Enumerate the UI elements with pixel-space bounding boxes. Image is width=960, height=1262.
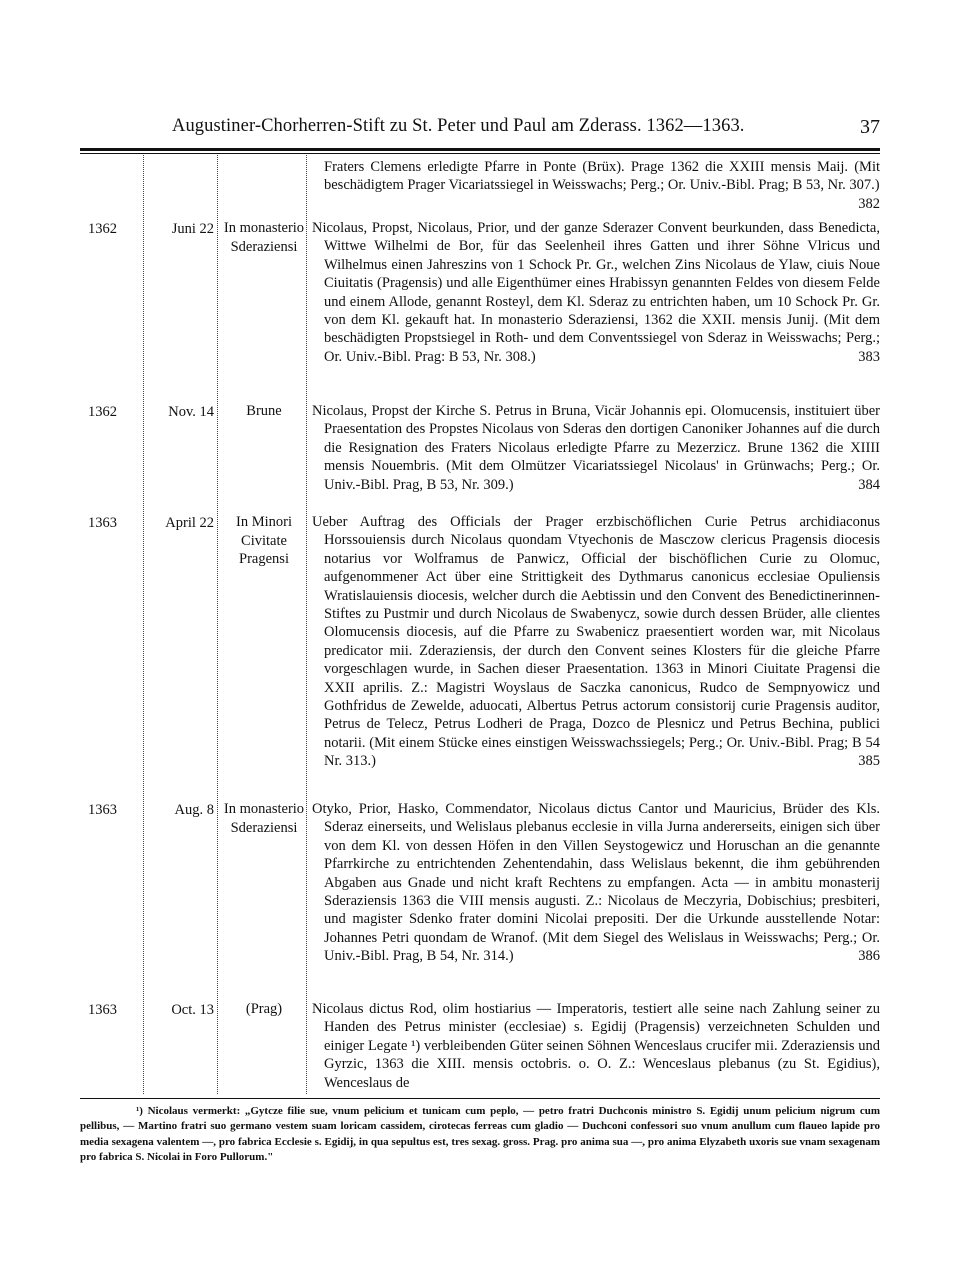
entry-year: 1362 <box>88 404 117 420</box>
entry-number: 384 <box>858 476 880 493</box>
entry-date: Juni 22 <box>171 221 214 237</box>
footnote-rule <box>80 1098 880 1099</box>
footnote: ¹) Nicolaus vermerkt: „Gytcze filie sue, vnum pelicium et tunicam cum peplo, — petro fratri Duchconis ministro S. Egidij unum pelicium nigrum cum pellibus, — Martino fratri suo germano vestem suam loricam cassidem, cirotecas ferreas cum gladio — Duchconi confessori suo vnum anullum cum flaueo lapide pro media sexagena valentem —, pro fabrica Ecclesie s. Egidij, in qua sepultus est, tres sexag. gross. Prag. pro anima sua —, pro anima Elyzabeth uxoris sue vnam sexagenam pro fabrica S. Nicolai in Foro Pullorum." <box>80 1105 880 1164</box>
entry-date: Nov. 14 <box>168 404 214 420</box>
entry-place: In monasterio Sderaziensi <box>223 801 305 836</box>
entry-text: Fraters Clemens erledigte Pfarre in Ponte (Brüx). Prage 1362 die XXIII mensis Maij. (Mit beschädigtem Prager Vicariatssiegel in Weisswachs; Perg.; Or. Univ.-Bibl. Prag; B 53, Nr. 307.) 382 <box>324 159 880 212</box>
entry-place: In Minori Civitate Pragensi <box>236 514 292 567</box>
entry-place: (Prag) <box>245 1001 283 1017</box>
entry-text: Otyko, Prior, Hasko, Commendator, Nicolaus dictus Cantor und Mauricius, Brüder des Kls. Sderaz einerseits, und Welislaus plebanus ecclesie in villa Jurna andererseits, einigen sich über von dem Kl. von dessen Höfen in den Villen Seystogewicz und Horuschan an die genannte Pfarrkirche zu entrichtenden Zehentendahin, dass Welislaus bekennt, die ihm gebührenden Abgaben aus Gnade und nicht kraft Rechtens zu empfangen. Acta — in ambitu monasterij Sderaziensis 1363 die VIII mensis augusti. Z.: Nicolaus de Meczyria, Dobischius; presbiteri, und magister Sdenko frater domini Nicolai prepositi. Der die Urkunde ausstellende Notar: Johannes Petri quondam de Wranof. (Mit dem Siegel des Welislaus in Weisswachs; Perg.; Or. Univ.-Bibl. Prag, B 54, Nr. 314.) 386 <box>312 801 880 965</box>
header-rule-thin <box>80 153 880 154</box>
entry-number: 382 <box>858 195 880 212</box>
entry-text: Nicolaus, Propst der Kirche S. Petrus in Bruna, Vicär Johannis epi. Olomucensis, instituiert über Praesentation des Propstes Nicolaus von Sderas den dortigen Canoniker Johannes auf die durch die Resignation des Fraters Nicolaus erledigte Pfarre zu Mezerzicz. Brune 1362 die XIIII mensis Nouembris. (Mit dem Olmützer Vicariatssiegel Nicolaus' in Grünwachs; Perg.; Or. Univ.-Bibl. Prag, B 53, Nr. 309.) 384 <box>312 403 880 493</box>
entry-year: 1363 <box>88 802 117 818</box>
entry-date: Aug. 8 <box>174 802 214 818</box>
entry-text: Nicolaus dictus Rod, olim hostiarius — Imperatoris, testiert alle seine nach Zahlung seiner zu Handen des Petrus minister (ecclesiae) s. Egidij (Pragensis) verzeichneten Schulden und einiger Legate ¹) verbleibenden Güter seinen Söhnen Wenceslaus crucifer mii. Zderaziensis und Gyrzic, 1363 die XIII. mensis octobris. o. O. Z.: Wenceslaus plebanus (zu St. Egidius), Wenceslaus de <box>312 1001 880 1091</box>
entry-date: April 22 <box>165 515 214 531</box>
running-header <box>80 116 880 144</box>
entry-number: 383 <box>858 348 880 365</box>
entry-year: 1362 <box>88 221 117 237</box>
column-divider <box>143 155 144 1094</box>
page-number: 37 <box>860 116 880 138</box>
entry-year: 1363 <box>88 1002 117 1018</box>
entry-place: In monasterio Sderaziensi <box>223 220 305 255</box>
column-divider <box>217 155 218 1094</box>
running-title: Augustiner-Chorherren-Stift zu St. Peter und Paul am Zderass. 1362—1363. <box>172 116 745 136</box>
entry-number: 386 <box>858 948 880 965</box>
entry-text: Nicolaus, Propst, Nicolaus, Prior, und der ganze Sderazer Convent beurkunden, dass Benedicta, Wittwe Wilhelmi de Bor, für das Seelenheil ihres Gatten und ihrer Söhne Vlricus und Wilhelmus einen Jahreszins von 1 Schock Pr. Gr., welchen Zins Nicolaus de Ylaw, ciuis Noue Ciuitatis (Pragensis) und alle Eigenthümer eines Hrabissyn genannten Feldes von diesem Felde und einem Allode, genannt Rosteyl, dem Kl. Sderaz zu entrichten haben, um 10 Schock Pr. Gr. von dem Kl. gekauft hat. In monasterio Sderaziensi, 1362 die XXII. mensis Junij. (Mit dem beschädigten Propstsiegel in Roth- und dem Conventssiegel von Sderaz in Weisswachs; Perg.; Or. Univ.-Bibl. Prag: B 53, Nr. 308.) 383 <box>312 220 880 365</box>
entry-text: Ueber Auftrag des Officials der Prager erzbischöflichen Curie Petrus archidiaconus Horssouiensis durch Nicolaus quondam Vtyechonis de Masczow clericus Pragensis diocesis notarius vor Wolframus de Panwicz, Official der bischöflichen Curie zu Olomuc, aufgenommener Act über eine Strittigkeit des Dythmarus canonicus ecclesiae Opuliensis Wratislauiensis diocesis, welcher durch die Aebtissin und den Convent des Benedictinerinnen-Stiftes zu Pustmir und durch Nicolaus de Swabenycz, sowie durch dessen Brüder, alle clientes Olomucensis diocesis, auf die Pfarre zu Swabenicz praesentiert worden war, mit Nicolaus predicator mii. Zderaziensis, der durch den Convent seines Klosters für die gleiche Pfarre vorgeschlagen wurde, in Sachen dieser Praesentation. 1363 in Minori Ciuitate Pragensi die XXII aprilis. Z.: Magistri Woyslaus de Saczka canonicus, Rudco de Sempnyowicz und Gothfridus de Zewelde, aduocati, Albertus Petrus actorum consistorij curie Pragensis auditor, Petrus de Telecz, Petrus Lodheri de Praga, Dozco de Plesnicz und Petrus Bechina, publici notarii. (Mit einem Stücke eines einstigen Weisswachssiegels; Perg.; Or. Univ.-Bibl. Prag; B 54 Nr. 313.) 385 <box>312 514 880 770</box>
entry-place: Brune <box>246 403 282 419</box>
entry-date: Oct. 13 <box>171 1002 214 1018</box>
column-divider <box>306 155 307 1094</box>
entry-year: 1363 <box>88 515 117 531</box>
entry-number: 385 <box>858 753 880 770</box>
header-rule-thick <box>80 148 880 151</box>
